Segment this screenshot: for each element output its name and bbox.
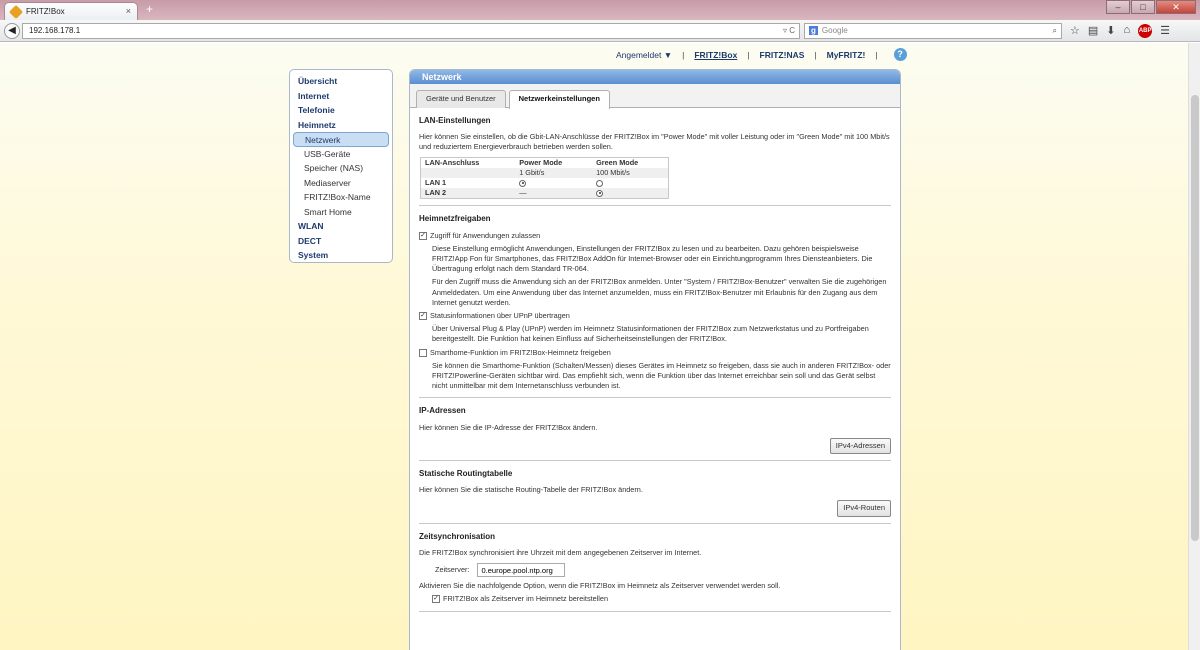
lan1-green-radio[interactable] (596, 180, 603, 187)
sidebar-item-smart-home[interactable]: Smart Home (304, 206, 352, 217)
nav-fritzbox-link[interactable]: FRITZ!Box (694, 49, 738, 60)
timeserver-label: Zeitserver: (435, 564, 470, 574)
sidebar-item-heimnetz[interactable]: Heimnetz (298, 119, 336, 130)
sidebar-item-wlan[interactable]: WLAN (298, 221, 324, 231)
ip-description: Hier können Sie die IP-Adresse der FRITZ!Box ändern. (419, 422, 598, 432)
upnp-desc: Über Universal Plug & Play (UPnP) werden im Heimnetz Statusinformationen der FRITZ!Box zum Netzwerkstatus und zu Portfreigaben bereitgestellt. Die Funktion hat keinen Einfluss auf Sicherheitseinstellungen der FRITZ!Box. (432, 324, 869, 344)
navigation-toolbar (0, 20, 1200, 42)
window-titlebar (0, 0, 1200, 20)
reload-icon[interactable]: ▿ C (782, 26, 795, 35)
time-heading: Zeitsynchronisation (419, 531, 496, 541)
sidebar-item-telefonie[interactable]: Telefonie (298, 105, 335, 115)
col-lan-port: LAN-Anschluss (425, 157, 480, 167)
sidebar-item-system[interactable]: System (298, 250, 329, 260)
power-speed: 1 Gbit/s (519, 167, 545, 177)
routing-heading: Statische Routingtabelle (419, 469, 513, 479)
nav-myfritz-link[interactable]: MyFRITZ! (826, 49, 866, 60)
smarthome-label: Smarthome-Funktion im FRITZ!Box-Heimnetz freigeben (430, 347, 611, 357)
routing-description: Hier können Sie die statische Routing-Tabelle der FRITZ!Box ändern. (419, 485, 643, 495)
scrollbar-thumb[interactable] (1191, 95, 1199, 541)
upnp-label: Statusinformationen über UPnP übertragen (430, 311, 570, 321)
col-green-mode: Green Mode (596, 157, 639, 167)
minimize-button[interactable]: – (1106, 0, 1130, 14)
time-description: Die FRITZ!Box synchronisiert ihre Uhrzeit mit dem angegebenen Zeitserver im Internet. (419, 547, 702, 557)
smarthome-desc: Sie können die Smarthome-Funktion (Schalten/Messen) dieses Gerätes im Heimnetz so freigeben, dass sie auch in anderen FRITZ!Box- oder FRITZ!Powerline-Geräten sichtbar wird. Das empfiehlt sich, wenn die Funktion über das Internet erreichbar sein soll und das Gerät selbst nicht unmittelbar mit dem Internetanschluss verbunden ist. (432, 360, 891, 391)
timeserver-input[interactable] (477, 563, 565, 577)
lan-table (420, 157, 669, 200)
new-tab-button[interactable]: + (146, 2, 154, 16)
downloads-icon[interactable]: ⬇ (1106, 24, 1116, 37)
tab-netzwerkeinstellungen[interactable]: Netzwerkeinstellungen (509, 90, 610, 109)
browser-tab[interactable] (4, 2, 138, 20)
sidebar-item-usb-geraete[interactable]: USB-Geräte (304, 148, 351, 159)
app-access-desc-1: Diese Einstellung ermöglicht Anwendungen, Einstellungen der FRITZ!Box zu lesen und zu bearbeiten. Dazu gehören beispielsweise FRITZ!App Fon für Smartphones, das FRITZ!Box AddOn für Internet-Browser oder ein Einrichtungprogramm Ihres Diensteanbieters. Die Übertragung erfolgt nach dem Standard TR-064. (432, 243, 873, 274)
lan2-power-na: — (519, 188, 527, 198)
sidebar-item-mediaserver[interactable]: Mediaserver (304, 177, 351, 188)
panel-tabs (410, 84, 900, 108)
tab-title: FRITZ!Box (26, 7, 65, 16)
help-icon[interactable]: ? (894, 48, 907, 61)
url-text: 192.168.178.1 (29, 26, 81, 35)
lan-description: Hier können Sie einstellen, ob die Gbit-LAN-Anschlüsse der FRITZ!Box im "Power Mode" mit voller Leistung oder im "Green Mode" mit 100 Mbit/s und reduziertem Energieverbrauch betrieben werden sollen. (419, 132, 890, 152)
sidebar-item-fritzbox-name[interactable]: FRITZ!Box-Name (304, 192, 371, 202)
sidebar-item-netzwerk[interactable]: Netzwerk (293, 132, 389, 147)
lan2-label: LAN 2 (425, 188, 447, 198)
sidebar-item-uebersicht[interactable]: Übersicht (298, 76, 338, 86)
adblock-icon[interactable]: ABP (1138, 24, 1152, 38)
sidebar-menu (289, 69, 393, 263)
maximize-button[interactable]: □ (1131, 0, 1155, 14)
ipv4-addresses-button[interactable]: IPv4-Adressen (830, 438, 891, 454)
green-speed: 100 Mbit/s (596, 167, 630, 177)
google-icon[interactable]: g (811, 26, 816, 35)
close-window-button[interactable]: ✕ (1156, 0, 1196, 14)
timeserver-checkbox[interactable]: ✓ (433, 595, 439, 603)
app-access-label: Zugriff für Anwendungen zulassen (430, 230, 541, 240)
search-placeholder: Google (821, 26, 848, 35)
menu-icon[interactable]: ☰ (1160, 24, 1171, 37)
url-bar[interactable] (22, 23, 800, 39)
sidebar-item-dect[interactable]: DECT (298, 235, 322, 246)
bookmarks-menu-icon[interactable]: ▤ (1087, 24, 1099, 37)
lan-heading: LAN-Einstellungen (419, 116, 491, 125)
panel-title: Netzwerk (410, 70, 900, 84)
sidebar-item-internet[interactable]: Internet (298, 90, 330, 101)
main-panel (409, 69, 901, 650)
fritzbox-favicon-icon (9, 4, 23, 18)
col-power-mode: Power Mode (519, 157, 563, 167)
back-button[interactable]: ◀ (4, 23, 20, 39)
upnp-checkbox[interactable]: ✓ (420, 312, 426, 320)
app-access-desc-2: Für den Zugriff muss die Anwendung sich an der FRITZ!Box anmelden. Unter "System / FRITZ!Box-Benutzer" verwalten Sie die zugehörigen Anmeldedaten. Um eine Anwendung über das Internet anzumelden, muss ein FRITZ!Box-Benutzer mit Erlaubnis für den Zugang aus dem Internet genutzt werden. (432, 277, 887, 307)
bookmark-star-icon[interactable]: ☆ (1070, 24, 1080, 37)
heimnetz-heading: Heimnetzfreigaben (419, 214, 491, 224)
time-option-desc: Aktivieren Sie die nachfolgende Option, wenn die FRITZ!Box im Heimnetz als Zeitserver verwendet werden soll. (419, 581, 781, 591)
lan1-label: LAN 1 (425, 178, 447, 188)
home-icon[interactable]: ⌂ (1123, 23, 1131, 36)
lan1-power-radio[interactable] (519, 180, 526, 187)
app-access-checkbox[interactable]: ✓ (420, 231, 426, 239)
page-scrollbar[interactable] (1188, 43, 1200, 650)
lan2-green-radio[interactable] (596, 190, 603, 197)
smarthome-checkbox[interactable] (419, 349, 427, 357)
tab-geraete-und-benutzer[interactable]: Geräte und Benutzer (416, 90, 506, 108)
tab-close-icon[interactable]: × (125, 6, 131, 16)
ip-heading: IP-Adressen (419, 406, 466, 416)
search-input[interactable] (804, 23, 1062, 39)
nav-fritznas-link[interactable]: FRITZ!NAS (759, 49, 805, 60)
panel-body (410, 116, 900, 612)
top-navigation: Angemeldet ▼ | FRITZ!Box | FRITZ!NAS | MyFRITZ! | ? (616, 48, 907, 61)
login-status-link[interactable]: Angemeldet ▼ (616, 49, 673, 60)
page-content (0, 43, 1188, 650)
search-icon[interactable]: ⌕ (1052, 25, 1057, 35)
timeserver-option-label: FRITZ!Box als Zeitserver im Heimnetz bereitstellen (443, 594, 609, 604)
sidebar-item-speicher-nas[interactable]: Speicher (NAS) (304, 163, 364, 173)
ipv4-routes-button[interactable]: IPv4-Routen (837, 500, 891, 516)
